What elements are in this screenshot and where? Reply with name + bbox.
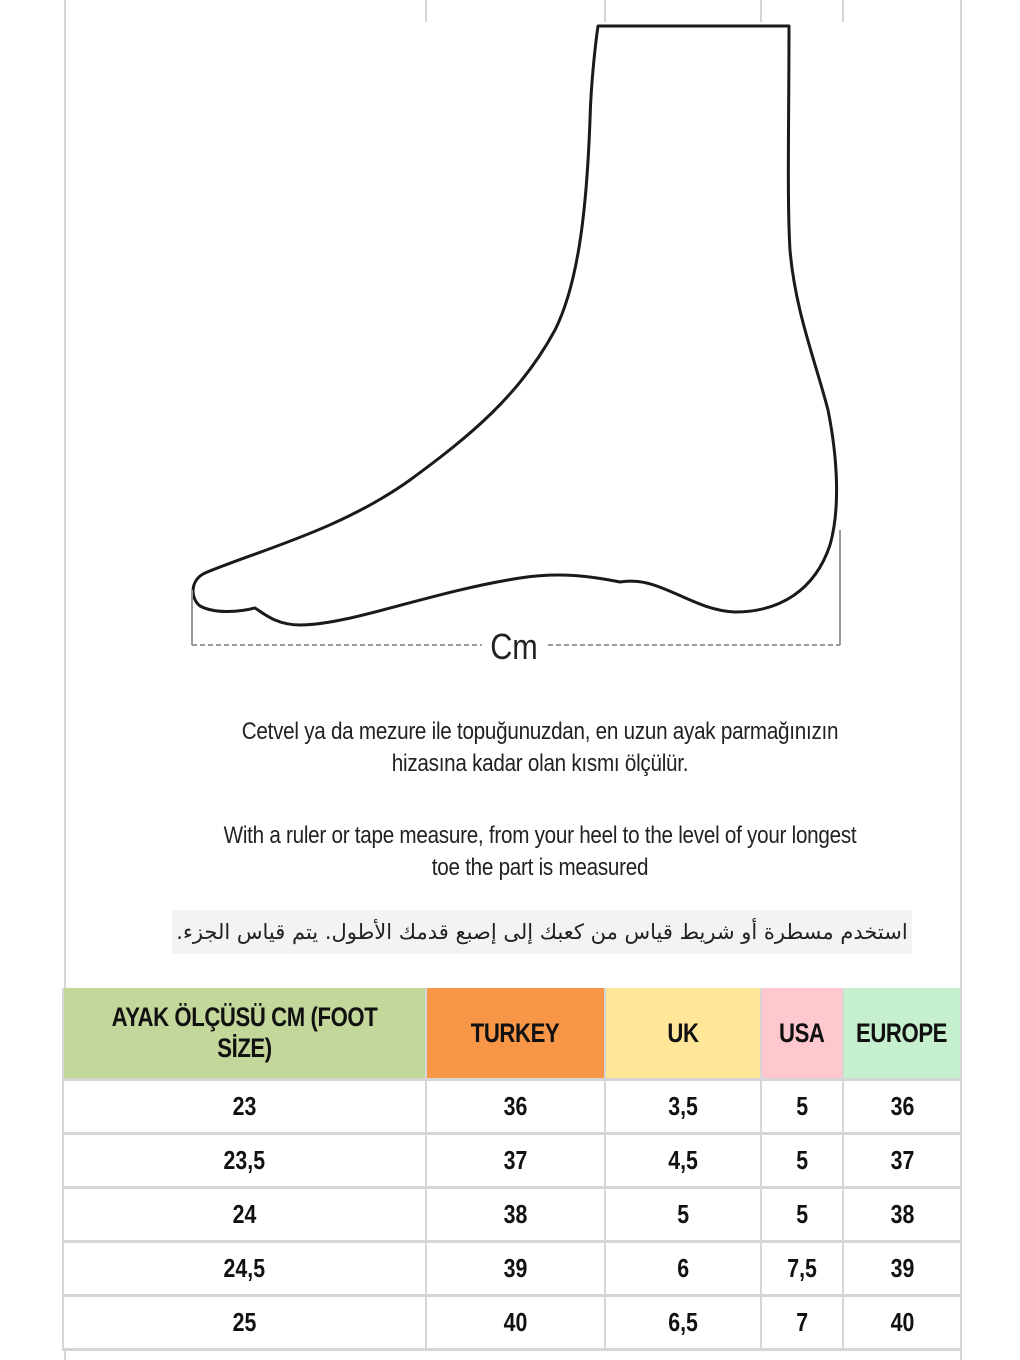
cell-uk: 4,5 <box>605 1134 761 1188</box>
cell-turkey: 39 <box>426 1242 605 1296</box>
cell-turkey: 37 <box>426 1134 605 1188</box>
cell-uk: 6 <box>605 1242 761 1296</box>
cell-uk: 3,5 <box>605 1080 761 1134</box>
cell-turkey: 40 <box>426 1296 605 1350</box>
cell-foot-size: 23,5 <box>63 1134 426 1188</box>
cell-europe: 37 <box>843 1134 961 1188</box>
header-europe: EUROPE <box>843 988 961 1080</box>
table-row <box>63 1296 961 1350</box>
instruction-arabic: استخدم مسطرة أو شريط قياس من كعبك إلى إصبع قدمك الأطول. يتم قياس الجزء. <box>172 910 912 954</box>
cell-turkey: 38 <box>426 1188 605 1242</box>
cell-turkey: 36 <box>426 1080 605 1134</box>
cell-usa: 7 <box>761 1296 843 1350</box>
cell-usa: 5 <box>761 1134 843 1188</box>
header-foot-size: AYAK ÖLÇÜSÜ CM (FOOT SİZE) <box>63 988 426 1080</box>
cell-usa: 5 <box>761 1080 843 1134</box>
cell-europe: 39 <box>843 1242 961 1296</box>
cell-foot-size: 25 <box>63 1296 426 1350</box>
cell-uk: 5 <box>605 1188 761 1242</box>
instruction-turkish: Cetvel ya da mezure ile topuğunuzdan, en uzun ayak parmağınızın hizasına kadar olan kısmı ölçülür. <box>241 718 839 777</box>
cell-europe: 38 <box>843 1188 961 1242</box>
cell-europe: 40 <box>843 1296 961 1350</box>
header-turkey: TURKEY <box>426 988 605 1080</box>
table-header-row <box>63 988 961 1080</box>
table-row <box>63 1080 961 1134</box>
cell-foot-size: 24,5 <box>63 1242 426 1296</box>
size-conversion-table <box>62 988 962 1351</box>
cell-foot-size: 24 <box>63 1188 426 1242</box>
table-row <box>63 1242 961 1296</box>
table-row <box>63 1134 961 1188</box>
header-uk: UK <box>605 988 761 1080</box>
instruction-english: With a ruler or tape measure, from your heel to the level of your longest toe the part is measured <box>223 822 857 881</box>
cell-europe: 36 <box>843 1080 961 1134</box>
measure-label: Cm <box>490 626 538 667</box>
cell-uk: 6,5 <box>605 1296 761 1350</box>
cell-foot-size: 23 <box>63 1080 426 1134</box>
cell-usa: 7,5 <box>761 1242 843 1296</box>
header-usa: USA <box>761 988 843 1080</box>
foot-outline-icon <box>193 26 837 625</box>
table-row <box>63 1188 961 1242</box>
cell-usa: 5 <box>761 1188 843 1242</box>
